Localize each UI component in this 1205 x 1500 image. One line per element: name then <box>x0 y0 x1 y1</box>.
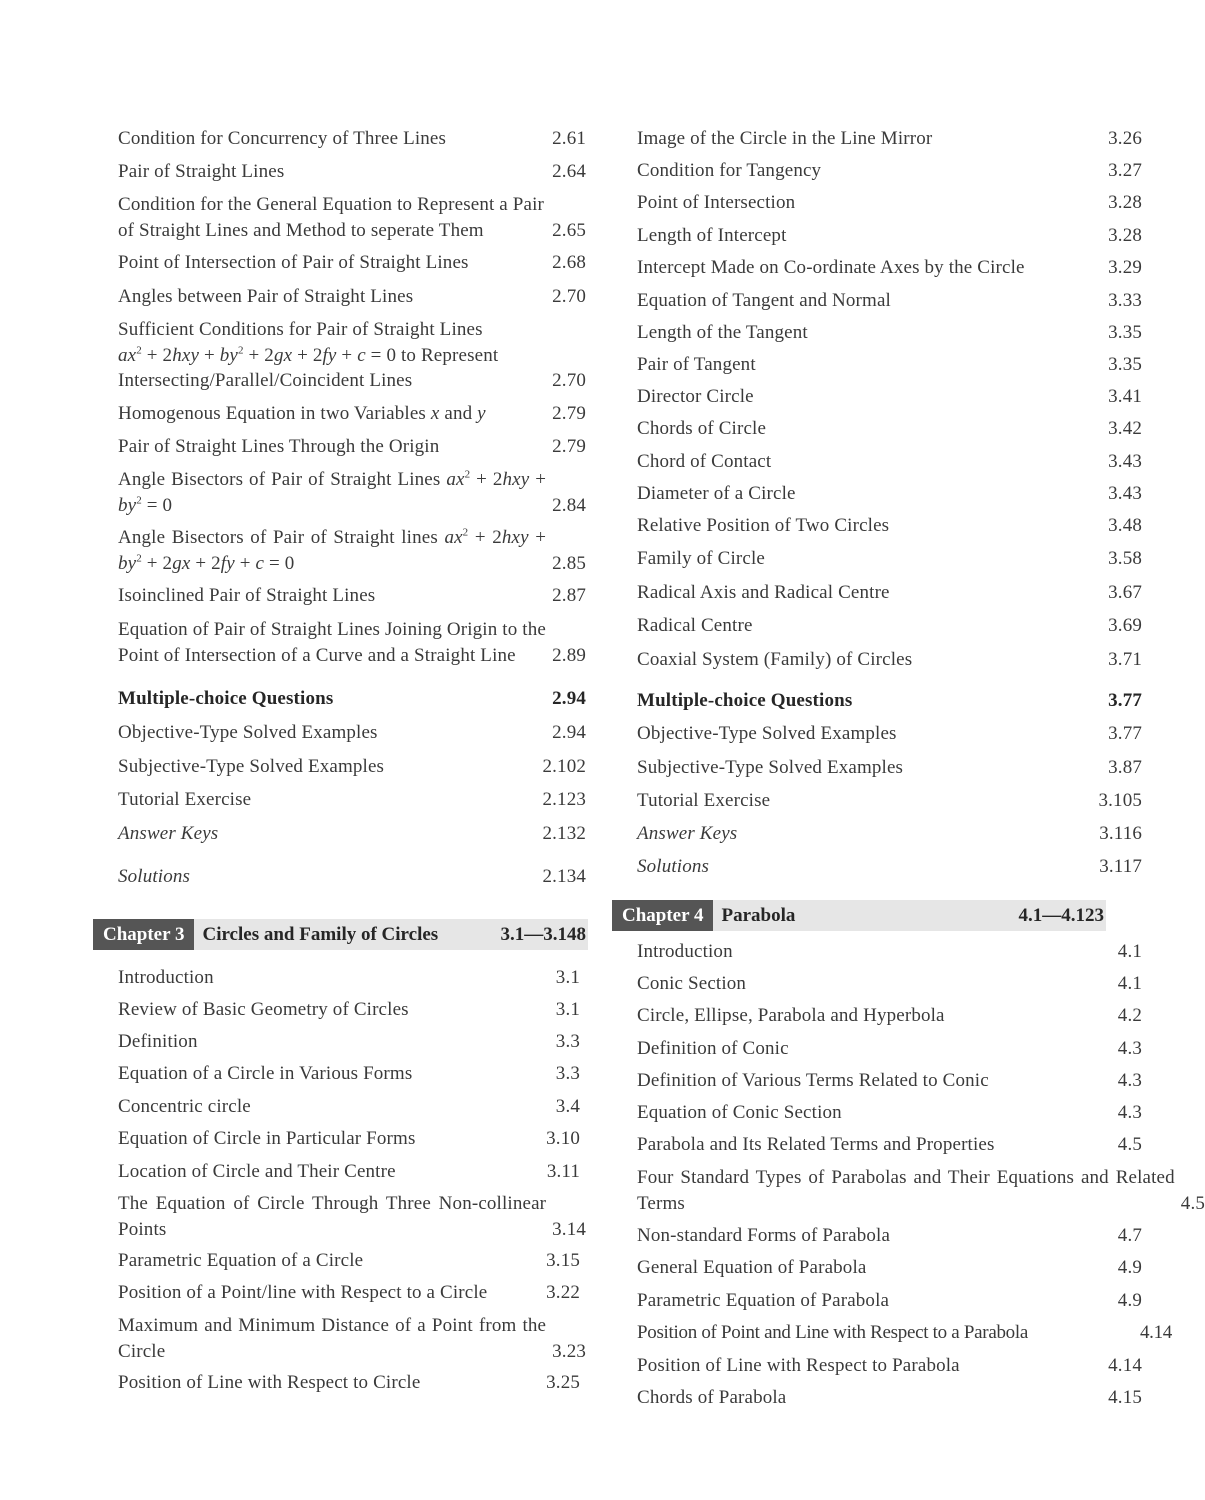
toc-entry-title: Subjective-Type Solved Examples <box>118 756 385 777</box>
toc-entry[interactable] <box>118 787 586 813</box>
toc-entry[interactable] <box>118 1370 580 1396</box>
toc-entry[interactable] <box>637 158 1142 184</box>
toc-entry-title: Solutions <box>118 866 191 887</box>
toc-entry-title: Circle, Ellipse, Parabola and Hyperbola <box>637 1005 945 1026</box>
toc-entry-page: 3.27 <box>1108 160 1142 181</box>
toc-entry-title: Chord of Contact <box>637 451 772 472</box>
toc-entry-page: 3.67 <box>1108 582 1142 603</box>
toc-entry-title: Subjective-Type Solved Examples <box>637 757 904 778</box>
toc-entry-title: Equation of Circle in Particular Forms <box>118 1128 416 1149</box>
toc-entry-page: 2.85 <box>552 552 586 574</box>
toc-entry-title: Family of Circle <box>637 548 765 569</box>
toc-entry[interactable] <box>118 1191 586 1242</box>
toc-entry-title: Coaxial System (Family) of Circles <box>637 649 913 670</box>
toc-entry-title: Definition <box>118 1031 198 1052</box>
toc-entry-title: Radical Centre <box>637 615 753 636</box>
math-expression: $ax^2 + 2hxy + by^2 + 2gx + 2fy + c = 0$ to Represent <box>118 344 499 366</box>
toc-entry-page: 3.22 <box>546 1282 580 1303</box>
toc-entry[interactable] <box>637 1036 1142 1062</box>
toc-entry-title: Isoinclined Pair of Straight Lines <box>118 585 376 606</box>
toc-entry-page: 3.35 <box>1108 354 1142 375</box>
toc-entry-title: Pair of Tangent <box>637 354 756 375</box>
toc-entry-page: 3.1 <box>555 999 580 1020</box>
toc-entry-title: Condition for Tangency <box>637 160 822 181</box>
toc-entry-title: Radical Axis and Radical Centre <box>637 582 890 603</box>
toc-entry-page: 2.61 <box>552 128 586 149</box>
toc-entry[interactable] <box>637 223 1142 249</box>
toc-entry-title: Review of Basic Geometry of Circles <box>118 999 409 1020</box>
toc-entry-title: Non-standard Forms of Parabola <box>637 1225 891 1246</box>
toc-entry-page: 4.2 <box>1117 1005 1142 1026</box>
toc-entry[interactable] <box>118 617 586 668</box>
toc-entry[interactable] <box>118 159 586 185</box>
toc-entry-page: 4.15 <box>1108 1387 1142 1408</box>
toc-entry[interactable] <box>118 317 586 394</box>
toc-entry-title-text: Homogenous Equation in two Variables <box>118 403 426 424</box>
toc-entry-title: Multiple-choice Questions <box>118 688 334 709</box>
toc-entry[interactable] <box>637 1255 1142 1281</box>
toc-entry[interactable] <box>118 467 586 518</box>
toc-entry-page: 3.3 <box>555 1031 580 1052</box>
toc-entry-page: 2.87 <box>552 585 586 606</box>
toc-entry-page: 3.117 <box>1099 856 1142 877</box>
toc-entry-title: Equation of Tangent and Normal <box>637 290 891 311</box>
toc-entry[interactable] <box>637 854 1142 880</box>
toc-entry[interactable] <box>118 583 586 609</box>
toc-entry-page: 3.1 <box>555 967 580 988</box>
toc-entry-title: Tutorial Exercise <box>118 789 252 810</box>
toc-entry[interactable] <box>637 255 1142 281</box>
toc-entry-page: 3.33 <box>1108 290 1142 311</box>
toc-entry-page: 3.25 <box>546 1372 580 1393</box>
toc-entry-title: Angle Bisectors of Pair of Straight lines $ax^2 + 2hxy + by^2 + 2gx + 2fy + c = 0$ <box>118 526 547 574</box>
toc-entry[interactable] <box>118 1029 580 1055</box>
toc-entry-page: 2.102 <box>542 756 586 777</box>
toc-entry-title: Parametric Equation of a Circle <box>118 1250 364 1271</box>
toc-entry[interactable] <box>637 288 1142 314</box>
toc-entry-title: Equation of Pair of Straight Lines Joining Origin to the Point of Intersection of a Curve and a Straight Line <box>118 619 546 666</box>
toc-entry-page: 3.23 <box>552 1340 586 1362</box>
toc-entry[interactable] <box>118 284 586 310</box>
toc-entry[interactable] <box>637 513 1142 539</box>
toc-entry[interactable] <box>637 1132 1142 1158</box>
toc-entry-title: Equation of Conic Section <box>637 1102 842 1123</box>
toc-entry[interactable] <box>637 613 1142 639</box>
toc-entry[interactable] <box>118 1061 580 1087</box>
toc-entry-title: Definition of Conic <box>637 1038 789 1059</box>
toc-entry-page: 2.123 <box>542 789 586 810</box>
toc-entry-title-line3: Intersecting/Parallel/Coincident Lines <box>118 370 413 391</box>
toc-entry-title: Condition for Concurrency of Three Lines <box>118 128 447 149</box>
toc-entry[interactable] <box>118 1248 580 1274</box>
toc-entry-title: Angles between Pair of Straight Lines <box>118 286 414 307</box>
toc-entry-page: 4.1 <box>1117 973 1142 994</box>
toc-entry[interactable] <box>637 1068 1142 1094</box>
toc-entry[interactable] <box>637 190 1142 216</box>
toc-entry[interactable] <box>637 755 1142 781</box>
chapter-heading[interactable] <box>612 900 1106 931</box>
toc-entry[interactable] <box>637 580 1142 606</box>
toc-entry-page: 3.77 <box>1108 690 1142 711</box>
toc-entry-page: 3.41 <box>1108 386 1142 407</box>
toc-entry-title: Position of a Point/line with Respect to a Circle <box>118 1282 488 1303</box>
toc-entry-title: Multiple-choice Questions <box>637 690 853 711</box>
toc-entry-title-text: Angle Bisectors of Pair of Straight lines <box>118 527 438 548</box>
toc-entry-page: 3.71 <box>1108 649 1142 670</box>
toc-entry-title: Intercept Made on Co-ordinate Axes by the Circle <box>637 257 1025 278</box>
toc-entry[interactable] <box>118 864 586 890</box>
toc-entry[interactable] <box>637 1165 1205 1216</box>
toc-entry-page: 3.28 <box>1108 225 1142 246</box>
toc-entry[interactable] <box>637 1320 1172 1346</box>
toc-entry-title: The Equation of Circle Through Three Non-collinear Points <box>118 1193 547 1240</box>
toc-entry-page: 2.84 <box>552 494 586 516</box>
toc-entry-title: Maximum and Minimum Distance of a Point from the Circle <box>118 1315 547 1362</box>
toc-entry-page: 2.94 <box>552 722 586 743</box>
toc-entry-title: Pair of Straight Lines Through the Origin <box>118 436 440 457</box>
toc-entry-title: Position of Point and Line with Respect to a Parabola <box>637 1322 1028 1343</box>
toc-entry-page: 3.3 <box>555 1063 580 1084</box>
toc-entry[interactable] <box>118 997 580 1023</box>
toc-entry-page: 3.43 <box>1108 451 1142 472</box>
toc-entry[interactable] <box>118 965 580 991</box>
toc-entry[interactable] <box>118 250 586 276</box>
toc-entry[interactable] <box>118 1313 586 1364</box>
toc-entry[interactable] <box>637 939 1142 965</box>
math-variable: y <box>477 403 486 424</box>
toc-entry-page: 2.94 <box>552 688 586 709</box>
toc-entry[interactable] <box>637 320 1142 346</box>
toc-entry[interactable] <box>637 416 1142 442</box>
chapter-title: Parabola <box>721 904 796 926</box>
toc-entry-page: 4.3 <box>1117 1102 1142 1123</box>
chapter-label: Chapter 4 <box>612 900 713 931</box>
toc-entry-title: Solutions <box>637 856 710 877</box>
toc-entry[interactable] <box>637 1223 1142 1249</box>
toc-entry-page: 2.64 <box>552 161 586 182</box>
toc-entry-page: 4.5 <box>1180 1192 1205 1214</box>
toc-entry-title: Parametric Equation of Parabola <box>637 1290 890 1311</box>
toc-entry-title: Introduction <box>637 941 733 962</box>
chapter-heading[interactable] <box>93 919 588 950</box>
toc-entry[interactable] <box>118 1126 580 1152</box>
toc-entry[interactable] <box>118 1159 580 1185</box>
toc-entry[interactable] <box>637 971 1142 997</box>
toc-entry-title: Position of Line with Respect to Circle <box>118 1372 421 1393</box>
toc-section-heading[interactable] <box>637 688 1142 714</box>
toc-entry-page: 3.116 <box>1099 823 1142 844</box>
toc-entry-page: 2.134 <box>542 866 586 887</box>
toc-entry[interactable] <box>118 192 586 243</box>
toc-entry-page: 3.28 <box>1108 192 1142 213</box>
toc-entry-title: Definition of Various Terms Related to Conic <box>637 1070 989 1091</box>
toc-entry-page: 2.68 <box>552 252 586 273</box>
toc-entry[interactable] <box>637 1353 1142 1379</box>
toc-entry-title: Chords of Parabola <box>637 1387 787 1408</box>
toc-entry-page: 3.11 <box>546 1161 580 1182</box>
toc-entry-title <box>118 401 546 427</box>
toc-entry[interactable] <box>637 788 1142 814</box>
toc-entry-page: 3.35 <box>1108 322 1142 343</box>
toc-entry-title: Point of Intersection of Pair of Straight Lines <box>118 252 469 273</box>
toc-entry[interactable] <box>118 434 586 460</box>
toc-entry[interactable] <box>118 720 586 746</box>
toc-entry-page: 2.65 <box>552 219 586 241</box>
toc-entry-title: Answer Keys <box>118 823 219 844</box>
toc-entry-page: 3.43 <box>1108 483 1142 504</box>
chapter-title: Circles and Family of Circles <box>202 923 439 945</box>
toc-entry[interactable] <box>637 481 1142 507</box>
toc-entry-page: 3.26 <box>1108 128 1142 149</box>
toc-entry[interactable] <box>118 525 586 576</box>
toc-entry-page: 3.87 <box>1108 757 1142 778</box>
toc-entry[interactable] <box>118 401 586 427</box>
toc-entry[interactable] <box>637 449 1142 475</box>
toc-entry[interactable] <box>118 1280 580 1306</box>
toc-entry-title: Length of the Tangent <box>637 322 808 343</box>
toc-entry-title: Relative Position of Two Circles <box>637 515 890 536</box>
toc-entry-page: 3.14 <box>552 1218 586 1240</box>
toc-entry-page: 4.14 <box>1139 1322 1172 1343</box>
toc-entry-title: Concentric circle <box>118 1096 251 1117</box>
toc-entry-title: Angle Bisectors of Pair of Straight Lines $ax^2 + 2hxy + by^2 = 0$ <box>118 468 547 516</box>
toc-entry[interactable] <box>637 1100 1142 1126</box>
toc-entry-title: Tutorial Exercise <box>637 790 771 811</box>
toc-entry-title: Conic Section <box>637 973 747 994</box>
chapter-label: Chapter 3 <box>93 919 194 950</box>
toc-entry-title: Location of Circle and Their Centre <box>118 1161 396 1182</box>
toc-entry-title: Condition for the General Equation to Represent a Pair of Straight Lines and Method to seperate Them <box>118 194 544 241</box>
toc-entry-page: 3.105 <box>1098 790 1142 811</box>
toc-entry-page: 3.77 <box>1108 723 1142 744</box>
toc-entry-title: Chords of Circle <box>637 418 767 439</box>
toc-entry-title: Image of the Circle in the Line Mirror <box>637 128 933 149</box>
toc-entry-title: Director Circle <box>637 386 754 407</box>
chapter-page-range: 4.1—4.123 <box>1018 904 1104 926</box>
toc-entry[interactable] <box>637 546 1142 572</box>
toc-entry-title: Answer Keys <box>637 823 738 844</box>
toc-entry-page: 3.42 <box>1108 418 1142 439</box>
toc-entry-page: 3.29 <box>1108 257 1142 278</box>
toc-entry[interactable] <box>637 384 1142 410</box>
toc-entry-page: 4.9 <box>1117 1257 1142 1278</box>
toc-entry-page: 4.1 <box>1117 941 1142 962</box>
toc-entry-title: General Equation of Parabola <box>637 1257 867 1278</box>
toc-entry-title: Four Standard Types of Parabolas and Their Equations and Related Terms <box>637 1167 1175 1214</box>
toc-entry-page: 4.14 <box>1108 1355 1142 1376</box>
toc-entry-title: Diameter of a Circle <box>637 483 796 504</box>
toc-entry[interactable] <box>637 721 1142 747</box>
toc-entry-page: 2.70 <box>552 286 586 307</box>
toc-entry[interactable] <box>118 1094 580 1120</box>
toc-entry[interactable] <box>118 126 586 152</box>
toc-entry-page: 4.7 <box>1117 1225 1142 1246</box>
toc-entry-page: 2.79 <box>552 436 586 457</box>
toc-entry-title-line1: Sufficient Conditions for Pair of Straight Lines <box>118 319 483 340</box>
toc-entry-title: Equation of a Circle in Various Forms <box>118 1063 413 1084</box>
toc-entry-title: Objective-Type Solved Examples <box>118 722 378 743</box>
toc-entry[interactable] <box>118 821 586 847</box>
toc-entry-title: Position of Line with Respect to Parabola <box>637 1355 960 1376</box>
toc-entry[interactable] <box>637 1003 1142 1029</box>
toc-entry-page: 4.9 <box>1117 1290 1142 1311</box>
toc-entry-title-text: Angle Bisectors of Pair of Straight Lines <box>118 469 441 490</box>
toc-entry-page: 2.70 <box>552 370 586 391</box>
toc-entry-page: 2.79 <box>552 403 586 424</box>
toc-entry[interactable] <box>637 821 1142 847</box>
math-variable: x <box>430 403 440 424</box>
toc-entry-title: Length of Intercept <box>637 225 787 246</box>
toc-entry-page: 3.15 <box>546 1250 580 1271</box>
toc-entry[interactable] <box>637 647 1142 673</box>
toc-entry[interactable] <box>637 126 1142 152</box>
toc-entry-page: 4.3 <box>1117 1038 1142 1059</box>
toc-entry-page: 2.132 <box>542 823 586 844</box>
toc-entry[interactable] <box>637 352 1142 378</box>
toc-entry[interactable] <box>637 1385 1142 1411</box>
toc-entry-title: Parabola and Its Related Terms and Properties <box>637 1134 995 1155</box>
toc-entry-title: Introduction <box>118 967 214 988</box>
toc-entry-page: 3.10 <box>546 1128 580 1149</box>
toc-entry-page: 3.4 <box>555 1096 580 1117</box>
toc-entry[interactable] <box>637 1288 1142 1314</box>
toc-entry-title <box>118 317 546 394</box>
toc-entry-title: Point of Intersection <box>637 192 796 213</box>
toc-entry-page: 4.3 <box>1117 1070 1142 1091</box>
toc-entry-title-text: and <box>444 403 473 424</box>
toc-section-heading[interactable] <box>118 686 586 712</box>
toc-entry[interactable] <box>118 754 586 780</box>
chapter-page-range: 3.1—3.148 <box>500 923 586 945</box>
toc-entry-page: 3.69 <box>1108 615 1142 636</box>
toc-entry-title: Objective-Type Solved Examples <box>637 723 897 744</box>
toc-entry-page: 4.5 <box>1117 1134 1142 1155</box>
toc-entry-page: 3.48 <box>1108 515 1142 536</box>
toc-entry-page: 2.89 <box>552 644 586 666</box>
toc-entry-title: Pair of Straight Lines <box>118 161 285 182</box>
toc-entry-page: 3.58 <box>1108 548 1142 569</box>
